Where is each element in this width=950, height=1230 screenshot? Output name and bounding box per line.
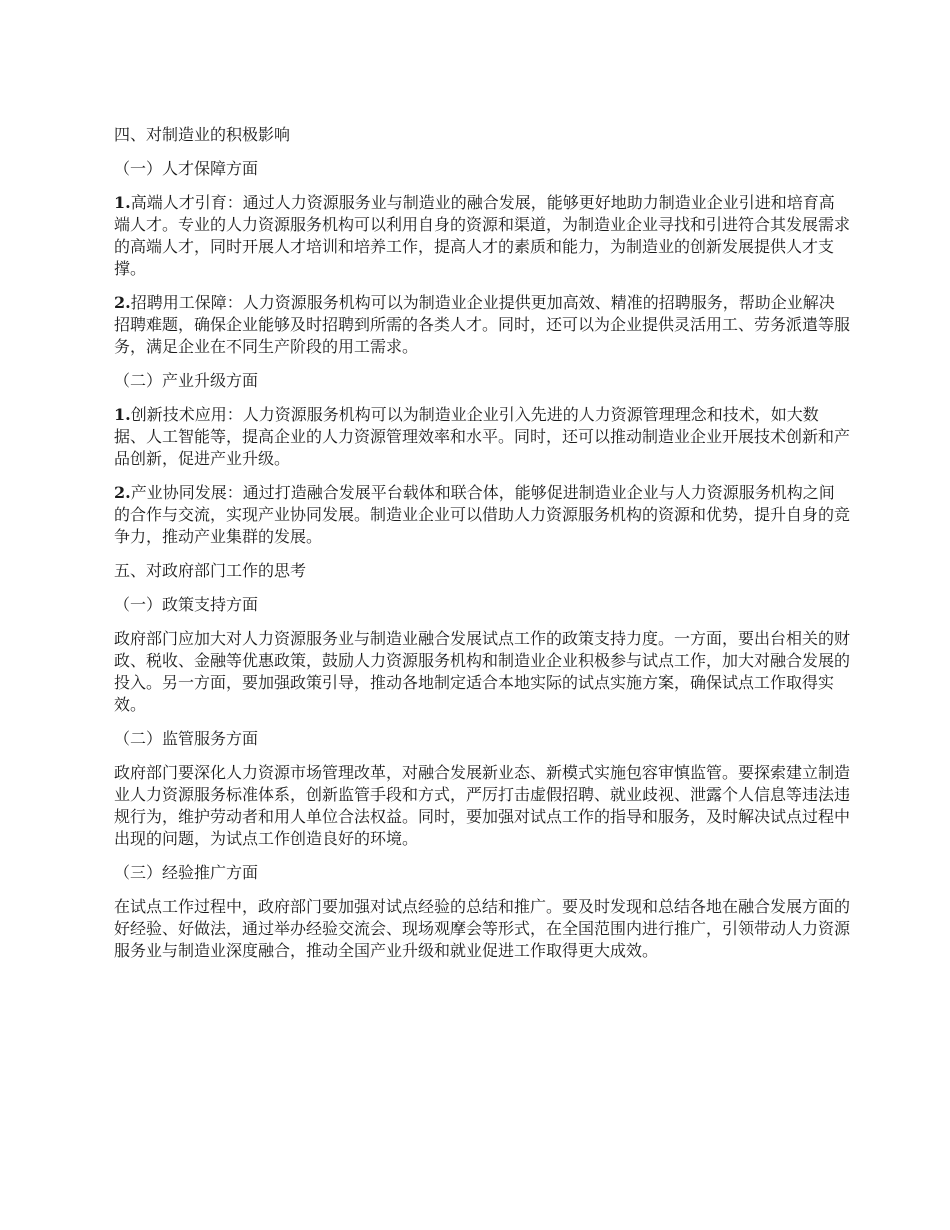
paragraph: 政府部门应加大对人力资源服务业与制造业融合发展试点工作的政策支持力度。一方面，要出台相关的财政、税收、金融等优惠政策，鼓励人力资源服务机构和制造业企业积极参与试点工作，加大对融合发展的投入。另一方面，要加强政策引导，推动各地制定适合本地实际的试点实施方案，确保试点工作取得实效。: [114, 629, 851, 714]
item-number: 2.: [114, 483, 131, 502]
paragraph: [114, 404, 850, 470]
paragraph: [114, 192, 850, 280]
paragraph: 政府部门要深化人力资源市场管理改革，对融合发展新业态、新模式实施包容审慎监管。要探索建立制造业人力资源服务标准体系，创新监管手段和方式，严厉打击虚假招聘、就业歧视、泄露个人信息等违法违规行为，维护劳动者和用人单位合法权益。同时，要加强对试点工作的指导和服务，及时解决试点过程中出现的问题，为试点工作创造良好的环境。: [114, 763, 851, 848]
paragraph: 在试点工作过程中，政府部门要加强对试点经验的总结和推广。要及时发现和总结各地在融合发展方面的好经验、好做法，通过举办经验交流会、现场观摩会等形式，在全国范围内进行推广，引领带动人力资源服务业与制造业深度融合，推动全国产业升级和就业促进工作取得更大成效。: [114, 897, 851, 960]
section-5-sub-3-heading: （三）经验推广方面: [114, 863, 259, 882]
paragraph-text: 高端人才引育：通过人力资源服务业与制造业的融合发展，能够更好地助力制造业企业引进和培育高端人才。专业的人力资源服务机构可以利用自身的资源和渠道，为制造业企业寻找和引进符合其发展需求的高端人才，同时开展人才培训和培养工作，提高人才的素质和能力，为制造业的创新发展提供人才支撑。: [114, 193, 851, 278]
section-4-heading: 四、对制造业的积极影响: [114, 125, 291, 144]
item-number: 1.: [114, 405, 131, 424]
paragraph: [114, 482, 850, 548]
document-page: [114, 124, 850, 974]
section-4-sub-2-heading: （二）产业升级方面: [114, 371, 259, 390]
paragraph-text: 创新技术应用：人力资源服务机构可以为制造业企业引入先进的人力资源管理理念和技术，如大数据、人工智能等，提高企业的人力资源管理效率和水平。同时，还可以推动制造业企业开展技术创新和产品创新，促进产业升级。: [114, 405, 851, 468]
paragraph-text: 产业协同发展：通过打造融合发展平台载体和联合体，能够促进制造业企业与人力资源服务机构之间的合作与交流，实现产业协同发展。制造业企业可以借助人力资源服务机构的资源和优势，提升自身的竞争力，推动产业集群的发展。: [114, 483, 851, 546]
section-4-sub-1-heading: （一）人才保障方面: [114, 159, 259, 178]
section-5-heading: 五、对政府部门工作的思考: [114, 561, 307, 580]
paragraph-text: 招聘用工保障：人力资源服务机构可以为制造业企业提供更加高效、精准的招聘服务，帮助企业解决招聘难题，确保企业能够及时招聘到所需的各类人才。同时，还可以为企业提供灵活用工、劳务派遣等服务，满足企业在不同生产阶段的用工需求。: [114, 293, 851, 356]
item-number: 1.: [114, 193, 131, 212]
section-5-sub-1-heading: （一）政策支持方面: [114, 595, 259, 614]
section-5-sub-2-heading: （二）监管服务方面: [114, 729, 259, 748]
paragraph: [114, 292, 850, 358]
item-number: 2.: [114, 293, 131, 312]
